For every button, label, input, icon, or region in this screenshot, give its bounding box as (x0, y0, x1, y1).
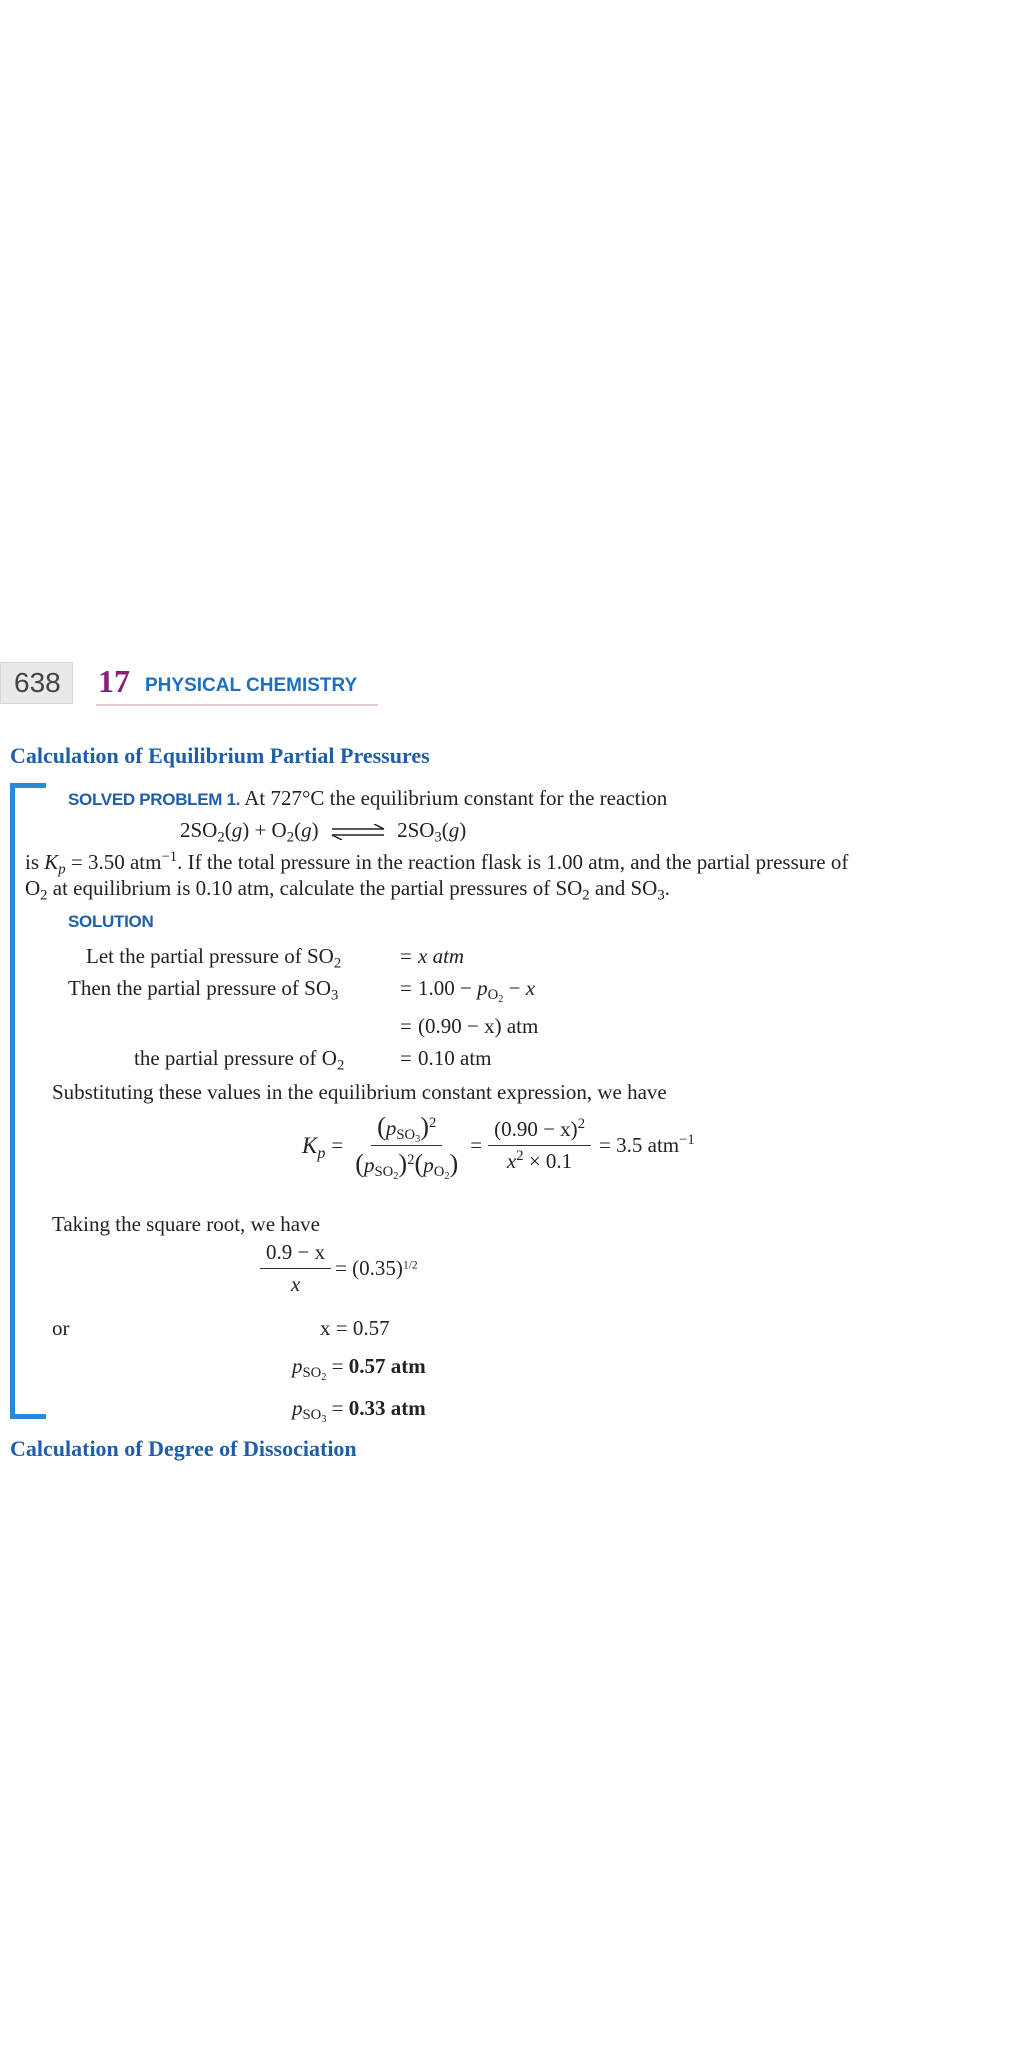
section-title-2: Calculation of Degree of Dissociation (10, 1436, 357, 1461)
solution-row-2-lhs: Then the partial pressure of $SO_3$ (68, 976, 339, 1004)
kp-result: = 3.5 atm$^{-1}$ (599, 1131, 695, 1157)
kp-expression: $K_p$ = $\frac{(p_{SO_3})^2}{(p_{SO_2})^2(p_{O_2})}$ = $\frac{(0.90 - x)^2}{x^2 \times 0.1}$ = 3.5 atm$^{-1}$ (302, 1112, 695, 1183)
page-number: 638 (14, 667, 61, 698)
section-title: Calculation of Equilibrium Partial Pressures (10, 743, 430, 768)
pso3-result: $p_{SO_3} = 0.33$ atm (292, 1396, 426, 1426)
or-label: or (52, 1316, 70, 1340)
solution-row-2-rhs: $1.00 - p_{O_2} - x$ (418, 976, 536, 1006)
problem-label: SOLVED PROBLEM 1. (68, 790, 241, 809)
solution-row-4-rhs: 0.10 atm (418, 1046, 492, 1070)
equilibrium-arrow-icon (330, 824, 386, 840)
kp-given: = 3.50 atm (70, 850, 162, 874)
reaction-equation: $2SO_2(g) + O_2(g)$ $2SO_3(g)$ (180, 818, 467, 846)
solution-row-1-lhs: Let the partial pressure of $SO_2$ (86, 944, 342, 972)
solution-row-1-rhs: x atm (418, 944, 465, 968)
solution-row-3-eq: = (400, 1014, 412, 1038)
solution-row-1-eq: = (400, 944, 412, 968)
solution-row-4-eq: = (400, 1046, 412, 1070)
sqrt-expression: $\frac{0.9 - x}{x}$ = $(0.35)^{1/2}$ (260, 1240, 418, 1297)
chapter-number: 17 (98, 663, 130, 699)
problem-intro: At 727°C the equilibrium constant for the reaction (244, 786, 668, 810)
sqrt-fraction: $\frac{0.9 - x}{x}$ (260, 1240, 331, 1297)
problem-line-1 (68, 786, 667, 811)
substituting-text: Substituting these values in the equilibrium constant expression, we have (52, 1080, 667, 1104)
chapter-title: PHYSICAL CHEMISTRY (145, 675, 358, 696)
kp-fraction-right: $\frac{(0.90 - x)^2}{x^2 \times 0.1}$ (488, 1117, 591, 1174)
solution-row-2-eq: = (400, 976, 412, 1000)
pso2-result: $p_{SO_2} = 0.57$ atm (292, 1354, 426, 1384)
x-result: x = 0.57 (320, 1316, 390, 1340)
solution-row-4-lhs: the partial pressure of $O_2$ (134, 1046, 345, 1074)
square-root-text: Taking the square root, we have (52, 1212, 320, 1236)
header-rule (96, 704, 378, 706)
solution-row-3-rhs: (0.90 − x) atm (418, 1014, 539, 1038)
problem-line-3: $O_2$ at equilibrium is 0.10 atm, calculate the partial pressures of $SO_2$ and $SO_3$. (25, 876, 670, 904)
kp-fraction-left: $\frac{(p_{SO_3})^2}{(p_{SO_2})^2(p_{O_2})}$ (355, 1112, 459, 1183)
problem-line-2: is $K_p = 3.50$ atm$^{-1}$. If the total pressure in the reaction flask is 1.00 atm, and the partial pressure of (25, 848, 849, 878)
solution-label: SOLUTION (68, 912, 154, 931)
